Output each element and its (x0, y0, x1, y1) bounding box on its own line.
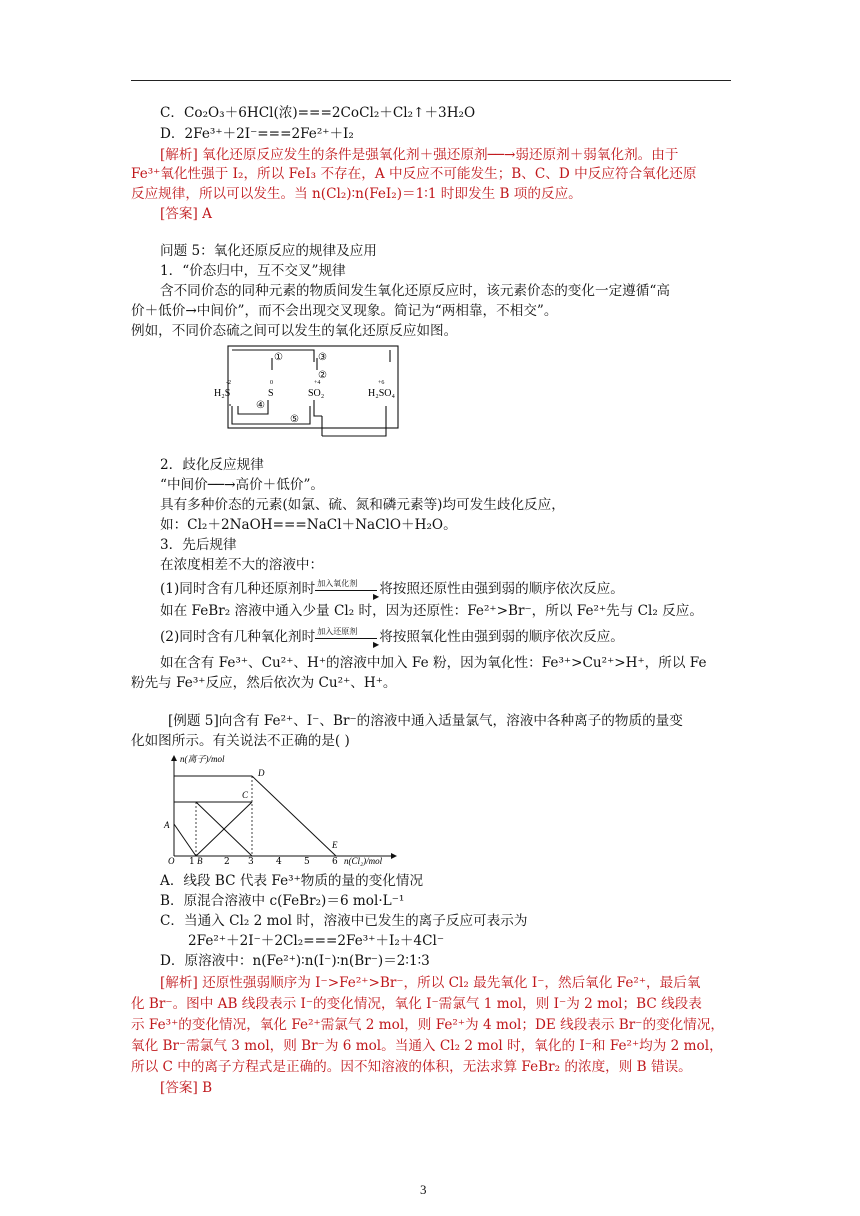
x-tick-5: 5 (304, 857, 310, 867)
species-h2s: H₂S (214, 388, 231, 399)
point-a-label: A (164, 820, 170, 830)
reaction-4-label: ④ (256, 400, 265, 411)
rule-3-example-1: 如在 FeBr₂ 溶液中通入少量 Cl₂ 时，因为还原性：Fe²⁺>Br⁻，所以 Fe²⁺先与 Cl₂ 反应。 (160, 603, 703, 619)
example-analysis-2: 化 Br⁻。图中 AB 线段表示 I⁻的变化情况，氧化 I⁻需氯气 1 mol，则 I⁻为 2 mol；BC 线段表 (131, 996, 702, 1012)
x-tick-3: 3 (248, 857, 254, 867)
section-title: 问题 5：氧化还原反应的规律及应用 (160, 243, 377, 259)
example-question-2: 化如图所示。有关说法不正确的是( ) (131, 733, 350, 749)
x-axis-label: n(Cl₂)/mol (344, 856, 383, 866)
rule-3-item-2-end: 将按照氧化性由强到弱的顺序依次反应。 (379, 629, 624, 645)
reaction-2-label: ② (318, 370, 327, 381)
rule-3-item-2-start: (2)同时含有几种氧化剂时 (160, 629, 316, 645)
rule-1-text-2: 价＋低价→中间价”，而不会出现交叉现象。简记为“两相靠，不相交”。 (131, 303, 558, 319)
rule-3-item-1-start: (1)同时含有几种还原剂时 (160, 581, 316, 597)
valence-h2so4: +6 (378, 380, 385, 386)
rule-3-title: 3．先后规律 (160, 537, 237, 553)
rule-3-text-1: 在浓度相差不大的溶液中： (160, 557, 324, 573)
rule-2-text-2: 具有多种价态的元素(如氯、硫、氮和磷元素等)均可发生歧化反应， (160, 497, 565, 513)
choice-c-equation: 2Fe²⁺＋2I⁻＋2Cl₂===2Fe³⁺＋I₂＋4Cl⁻ (188, 933, 444, 949)
option-c-line: C．Co₂O₃＋6HCl(浓)===2CoCl₂＋Cl₂↑＋3H₂O (160, 105, 476, 121)
sulfur-valence-diagram (210, 344, 410, 444)
ion-amount-chart (160, 752, 400, 868)
rule-3-item-1-end: 将按照还原性由强到弱的顺序依次反应。 (379, 581, 624, 597)
reaction-arrow: 加入氧化剂 ▶ (315, 583, 379, 597)
br-decrease-line (252, 776, 336, 856)
choice-d: D．原溶液中：n(Fe²⁺)∶n(I⁻)∶n(Br⁻)＝2∶1∶3 (160, 953, 430, 969)
valence-h2s: -2 (226, 380, 231, 386)
analysis-line-2: Fe³⁺氧化性强于 I₂，所以 FeI₃ 不存在，A 中反应不可能发生；B、C、D 中反应符合氧化还原 (131, 166, 697, 182)
rule-2-title: 2．歧化反应规律 (160, 457, 264, 473)
rule-3-example-2b: 粉先与 Fe³⁺反应，然后依次为 Cu²⁺、H⁺。 (131, 675, 397, 691)
header-rule (131, 80, 731, 81)
choice-c: C．当通入 Cl₂ 2 mol 时，溶液中已发生的离子反应可表示为 (160, 913, 528, 929)
i-decrease-line (174, 824, 196, 856)
example-analysis-4: 氧化 Br⁻需氯气 3 mol，则 Br⁻为 6 mol。当通入 Cl₂ 2 mol 时，氧化的 I⁻和 Fe²⁺均为 2 mol， (131, 1038, 723, 1054)
reaction-5-label: ⑤ (290, 414, 299, 425)
y-axis-label: n(离子)/mol (180, 754, 225, 764)
reaction-3-label: ③ (318, 352, 327, 363)
species-so2: SO₂ (308, 388, 325, 399)
point-b-label: B (197, 856, 203, 866)
rule-3-example-2a: 如在含有 Fe³⁺、Cu²⁺、H⁺的溶液中加入 Fe 粉，因为氧化性：Fe³⁺>Cu²⁺>H⁺，所以 Fe (160, 655, 707, 671)
choice-b: B．原混合溶液中 c(FeBr₂)＝6 mol·L⁻¹ (160, 893, 405, 909)
example-question-1: [例题 5]向含有 Fe²⁺、I⁻、Br⁻的溶液中通入适量氯气，溶液中各种离子的物质的量变 (168, 713, 683, 729)
rule-3-item-1 (160, 580, 624, 599)
species-s: S (268, 388, 274, 399)
example-answer: [答案] B (160, 1080, 213, 1096)
arrow-condition: 加入氧化剂 (317, 578, 358, 588)
reaction-arrow: 加入还原剂 ▶ (315, 631, 379, 645)
reaction-1-label: ① (274, 352, 283, 363)
x-tick-4: 4 (276, 857, 282, 867)
point-d-label: D (258, 768, 265, 778)
point-e-label: E (332, 840, 338, 850)
option-d-line: D．2Fe³⁺＋2I⁻===2Fe²⁺＋I₂ (160, 126, 354, 142)
example-analysis-5: 所以 C 中的离子方程式是正确的。因不知溶液的体积，无法求算 FeBr₂ 的浓度，则 B 错误。 (131, 1059, 692, 1075)
rule-3-item-2 (160, 628, 624, 647)
example-analysis-1: [解析] 还原性强弱顺序为 I⁻>Fe²⁺>Br⁻，所以 Cl₂ 最先氧化 I⁻，然后氧化 Fe²⁺，最后氧 (160, 975, 701, 991)
outer-frame (228, 346, 398, 428)
arrow-condition: 加入还原剂 (317, 626, 358, 636)
x-tick-2: 2 (224, 857, 230, 867)
rule-2-text-3: 如：Cl₂＋2NaOH===NaCl＋NaClO＋H₂O。 (160, 517, 457, 533)
choice-a: A．线段 BC 代表 Fe³⁺物质的量的变化情况 (160, 873, 424, 889)
rule-1-title: 1．“价态归中，互不交叉”规律 (160, 263, 346, 279)
valence-so2: +4 (314, 380, 321, 386)
analysis-line-3: 反应规律，所以可以发生。当 n(Cl₂)∶n(FeI₂)＝1∶1 时即发生 B 项的反应。 (131, 186, 582, 202)
valence-s: 0 (270, 380, 273, 386)
rule-1-text-1: 含不同价态的同种元素的物质间发生氧化还原反应时，该元素价态的变化一定遵循“高 (160, 283, 670, 299)
point-c-label: C (242, 790, 249, 800)
rule-2-text-1: “中间价──→高价＋低价”。 (160, 477, 325, 493)
species-h2so4: H₂SO₄ (368, 388, 395, 399)
answer-line-1: [答案] A (160, 206, 212, 222)
origin-label: O (168, 856, 175, 866)
rule-1-text-3: 例如，不同价态硫之间可以发生的氧化还原反应如图。 (131, 323, 458, 339)
page-number: 3 (420, 1182, 427, 1197)
x-tick-6: 6 (332, 857, 338, 867)
x-tick-1: 1 (189, 857, 195, 867)
example-analysis-3: 示 Fe³⁺的变化情况，氧化 Fe²⁺需氯气 2 mol，则 Fe²⁺为 4 mol；DE 线段表示 Br⁻的变化情况， (131, 1017, 725, 1033)
analysis-line-1: [解析] 氧化还原反应发生的条件是强氧化剂＋强还原剂──→弱还原剂＋弱氧化剂。由于 (160, 147, 679, 163)
